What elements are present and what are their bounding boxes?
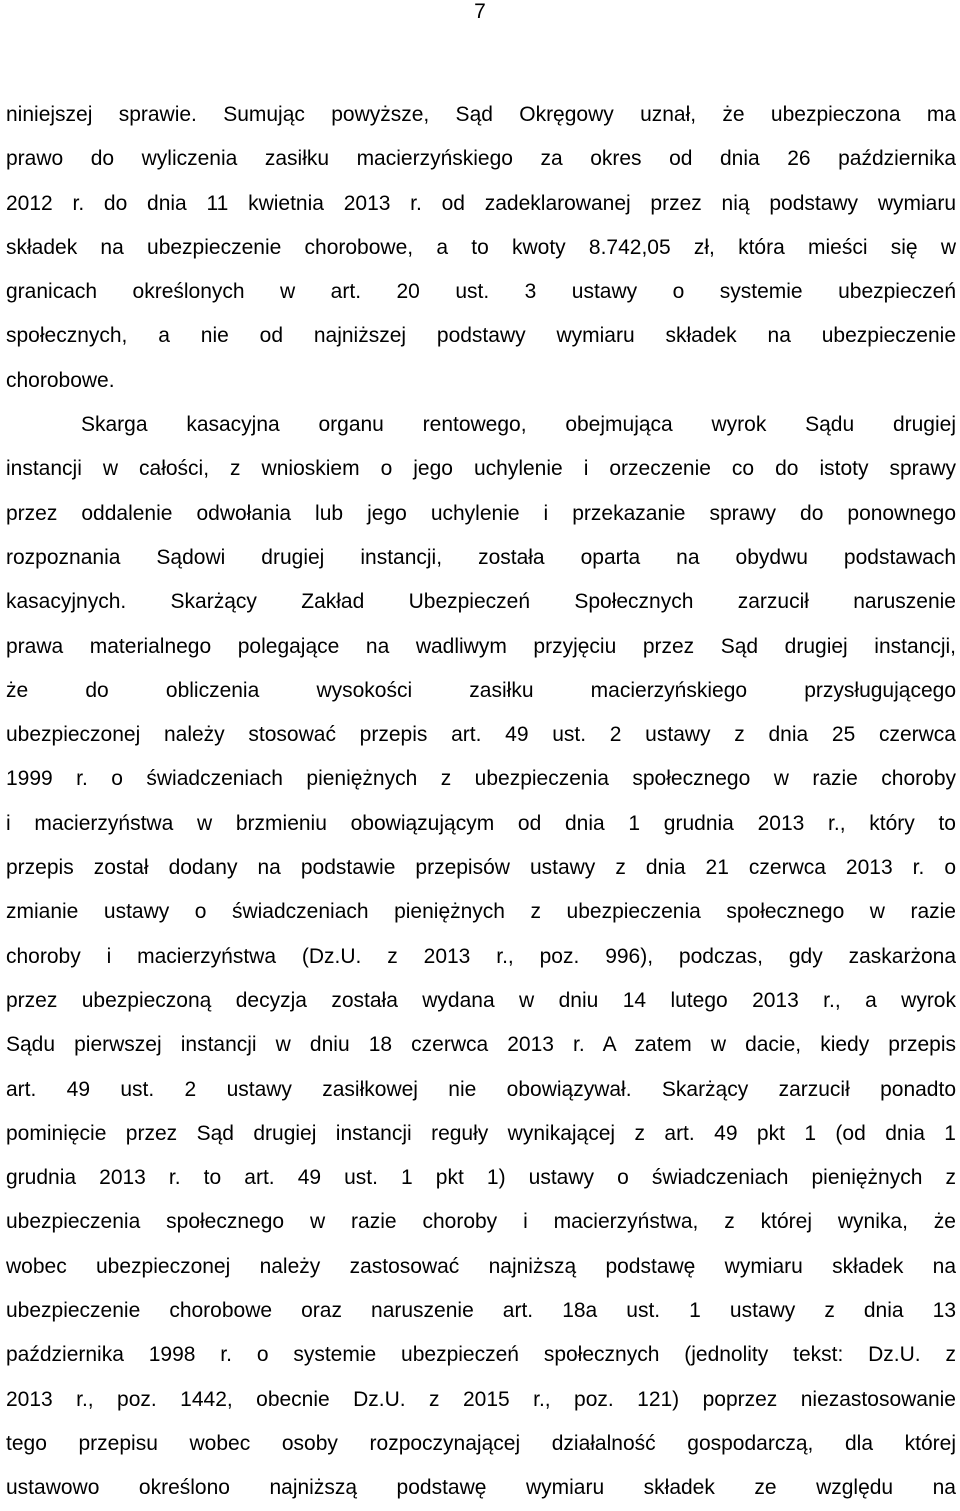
text-line: wobec ubezpieczonej należy zastosować najniższą podstawę wymiaru składek na	[6, 1254, 956, 1278]
text-line: instancji w całości, z wnioskiem o jego uchylenie i orzeczenie co do istoty sprawy	[6, 457, 956, 481]
text-line: przez oddalenie odwołania lub jego uchylenie i przekazanie sprawy do ponownego	[6, 501, 956, 525]
text-line: 2012 r. do dnia 11 kwietnia 2013 r. od zadeklarowanej przez nią podstawy wymiaru	[6, 191, 956, 215]
text-line: 1999 r. o świadczeniach pieniężnych z ubezpieczenia społecznego w razie choroby	[6, 767, 956, 791]
text-line: społecznych, a nie od najniższej podstawy wymiaru składek na ubezpieczenie	[6, 324, 956, 348]
text-line: prawo do wyliczenia zasiłku macierzyńskiego za okres od dnia 26 października	[6, 147, 956, 171]
text-line: niniejszej sprawie. Sumując powyższe, Sąd Okręgowy uznał, że ubezpieczona ma	[6, 103, 956, 126]
text-line: składek na ubezpieczenie chorobowe, a to kwoty 8.742,05 zł, która mieści się w	[6, 235, 956, 259]
document-body	[6, 93, 956, 1511]
text-line: ustawowo określono najniższą podstawę wymiaru składek ze względu na	[6, 1476, 956, 1500]
text-line: art. 49 ust. 2 ustawy zasiłkowej nie obowiązywał. Skarżący zarzucił ponadto	[6, 1077, 956, 1101]
text-line: pominięcie przez Sąd drugiej instancji reguły wynikającej z art. 49 pkt 1 (od dnia 1	[6, 1121, 956, 1145]
text-line: przez ubezpieczoną decyzja została wydana w dniu 14 lutego 2013 r., a wyrok	[6, 988, 956, 1012]
text-line: grudnia 2013 r. to art. 49 ust. 1 pkt 1) ustawy o świadczeniach pieniężnych z	[6, 1166, 956, 1190]
text-line: Sądu pierwszej instancji w dniu 18 czerwca 2013 r. A zatem w dacie, kiedy przepis	[6, 1033, 956, 1057]
text-line: października 1998 r. o systemie ubezpieczeń społecznych (jednolity tekst: Dz.U. z	[6, 1343, 956, 1367]
text-line: przepis został dodany na podstawie przepisów ustawy z dnia 21 czerwca 2013 r. o	[6, 856, 956, 880]
text-line: Skarga kasacyjna organu rentowego, obejmująca wyrok Sądu drugiej	[81, 413, 956, 437]
text-line: że do obliczenia wysokości zasiłku macierzyńskiego przysługującego	[6, 678, 956, 702]
text-line: ubezpieczonej należy stosować przepis art. 49 ust. 2 ustawy z dnia 25 czerwca	[6, 723, 956, 747]
text-line: zmianie ustawy o świadczeniach pieniężnych z ubezpieczenia społecznego w razie	[6, 900, 956, 924]
text-line: kasacyjnych. Skarżący Zakład Ubezpieczeń Społecznych zarzucił naruszenie	[6, 590, 956, 614]
text-line: choroby i macierzyństwa (Dz.U. z 2013 r., poz. 996), podczas, gdy zaskarżona	[6, 944, 956, 968]
text-line: rozpoznania Sądowi drugiej instancji, została oparta na obydwu podstawach	[6, 545, 956, 569]
text-line: ubezpieczenie chorobowe oraz naruszenie art. 18a ust. 1 ustawy z dnia 13	[6, 1299, 956, 1323]
text-line: chorobowe.	[6, 368, 115, 392]
page-number: 7	[474, 0, 486, 23]
text-line: ubezpieczenia społecznego w razie choroby i macierzyństwa, z której wynika, że	[6, 1210, 956, 1234]
text-line: i macierzyństwa w brzmieniu obowiązującym od dnia 1 grudnia 2013 r., który to	[6, 811, 956, 835]
text-line: granicach określonych w art. 20 ust. 3 ustawy o systemie ubezpieczeń	[6, 280, 956, 304]
text-line: prawa materialnego polegające na wadliwym przyjęciu przez Sąd drugiej instancji,	[6, 634, 956, 658]
text-line: 2013 r., poz. 1442, obecnie Dz.U. z 2015 r., poz. 121) poprzez niezastosowanie	[6, 1387, 956, 1411]
text-line: tego przepisu wobec osoby rozpoczynającej działalność gospodarczą, dla której	[6, 1431, 956, 1455]
